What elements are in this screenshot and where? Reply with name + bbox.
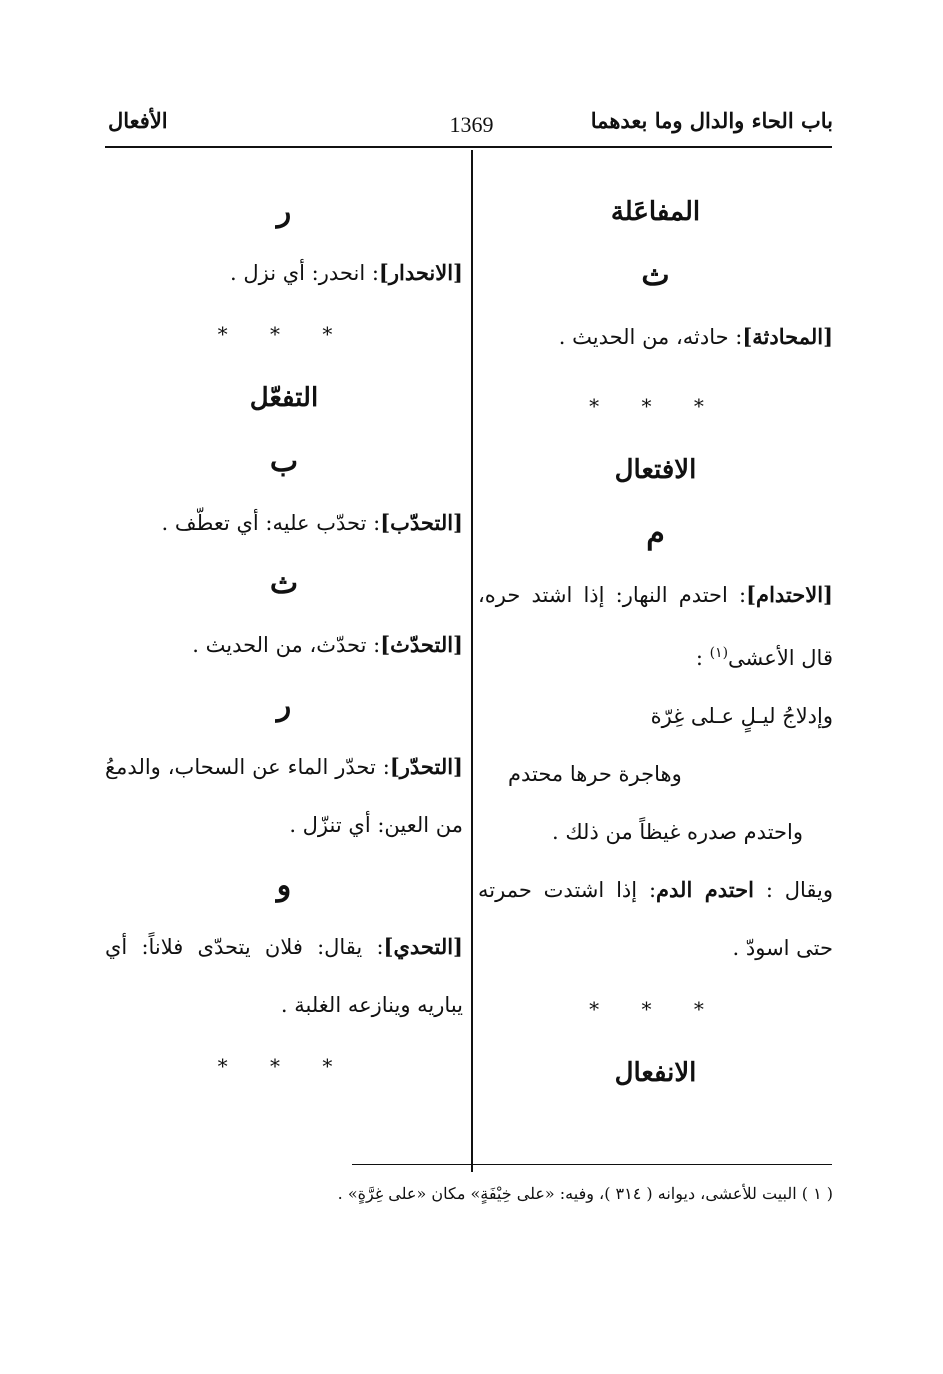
letter-ra: ر <box>276 688 292 723</box>
term: [التحدي] <box>383 934 463 959</box>
left-column <box>105 180 463 1098</box>
separator-stars: * * * <box>217 1054 351 1078</box>
definition: : إذا اشتدت حمرته حتى اسودّ . <box>478 878 833 960</box>
entry-yuqal <box>478 861 833 977</box>
separator-stars: * * * <box>217 322 351 346</box>
letter-tha: ث <box>269 566 299 601</box>
column-divider <box>471 150 473 1172</box>
definition: : احتدم النهار: إذا اشتد حره، قال الأعشى <box>478 583 833 670</box>
separator-stars: * * * <box>589 997 722 1021</box>
entry-inhidar <box>105 244 463 302</box>
entry-tahaddur <box>105 738 463 854</box>
term: [المحادثة] <box>742 324 833 349</box>
definition: : انحدر: أي نزل . <box>230 261 379 285</box>
separator-stars: * * * <box>589 394 722 418</box>
page-number: 1369 <box>449 112 494 137</box>
right-column <box>478 180 833 1105</box>
verse-line-1: وإدلاجُ ليـلٍ عـلى غِرّة <box>650 704 833 728</box>
footnote-ref: (١) <box>709 645 729 661</box>
verse-line-2: وهاجرة حرها محتدم <box>508 762 682 786</box>
colon: : <box>695 646 703 670</box>
heading-tafaul: التفعّل <box>249 383 319 413</box>
letter-mim: م <box>646 516 665 551</box>
term: احتدم الدم <box>656 877 754 902</box>
term: [التحدّب] <box>380 510 463 535</box>
entry-ihtidam <box>478 566 833 687</box>
letter-tha: ث <box>641 258 670 293</box>
footnote-rule <box>352 1164 832 1165</box>
header-rule <box>105 146 832 148</box>
definition: : تحدّر الماء عن السحاب، والدمعُ من العين: أي تنزّل . <box>105 755 463 837</box>
letter-ba: ب <box>269 444 299 479</box>
definition: : تحدّب عليه: أي تعطّف . <box>161 511 381 535</box>
yuqal-prefix: ويقال : <box>765 878 834 902</box>
letter-waw: و <box>276 868 292 903</box>
heading-iftiaal: الافتعال <box>614 455 697 485</box>
term: [التحدّر] <box>389 754 463 779</box>
entry-tahaddus <box>105 616 463 674</box>
section-title: الأفعال <box>108 108 168 133</box>
definition: : يقال: فلان يتحدّى فلاناً: أي يباريه وينازعه الغلبة . <box>105 935 463 1017</box>
heading-infiaal: الانفعال <box>614 1058 697 1088</box>
chapter-title: باب الحاء والدال وما بعدهما <box>590 108 833 133</box>
term: [الاحتدام] <box>746 582 833 607</box>
definition: : تحدّث، من الحديث . <box>192 633 381 657</box>
letter-ra: ر <box>276 194 292 229</box>
entry-tahaddi <box>105 918 463 1034</box>
term: [التحدّث] <box>380 632 463 657</box>
entry-tahaddub <box>105 494 463 552</box>
entry-muhadatha <box>478 308 833 366</box>
definition: : حادثه، من الحديث . <box>558 325 743 349</box>
footnote: ( ١ ) البيت للأعشى، ديوانه ( ٣١٤ )، وفيه: «على خِيْفَةٍ» مكان «على غِرَّةٍ» . <box>337 1184 833 1203</box>
term: [الانحدار] <box>378 260 463 285</box>
entry-ihtidam-cont: واحتدم صدره غيظاً من ذلك . <box>552 820 803 844</box>
heading-mufaala: المفاعَلة <box>610 197 701 227</box>
